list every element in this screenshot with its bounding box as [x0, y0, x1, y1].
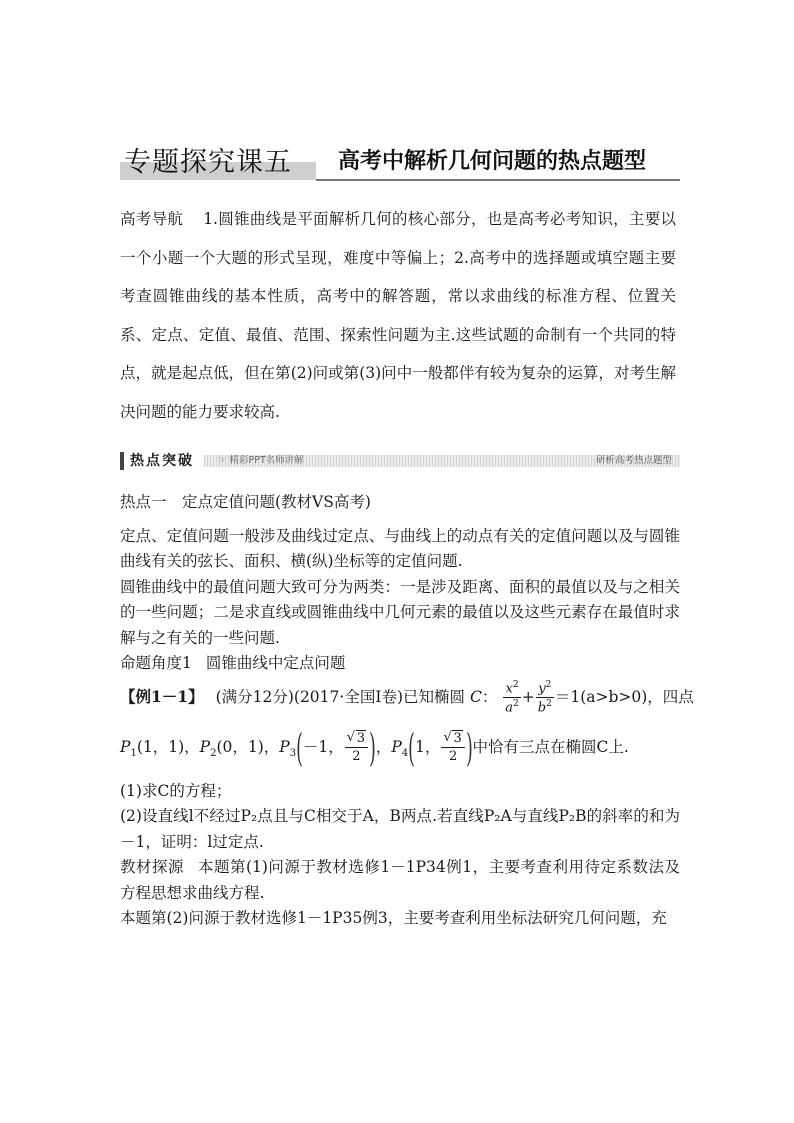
title-underline — [316, 179, 680, 181]
intro-paragraph — [120, 200, 676, 431]
question-2: (2)设直线l不经过P₂点且与C相交于A，B两点.若直线P₂A与直线P₂B的斜率的和为－1，证明：l过定点. — [120, 807, 680, 851]
hotspot-paragraph-2: 圆锥曲线中的最值问题大致可分为两类：一是涉及距离、面积的最值以及与之相关的一些问题；二是求直线或圆锥曲线中几何元素的最值以及这些元素存在最值时求解与之有关的一些问题. — [120, 577, 680, 647]
banner-ppt-note: ☞ 精彩PPT名师讲解 — [218, 455, 304, 466]
angle-title: 圆锥曲线中定点问题 — [205, 654, 346, 672]
fraction-sqrt3-2-a: √ $\frac{3}{2}$ — [345, 732, 368, 763]
section-banner — [120, 452, 680, 470]
curve-colon: ： — [481, 687, 498, 706]
main-body — [120, 490, 694, 932]
textbook-text-1: 本题第(1)问源于教材选修1－1P34例1，主要考查利用待定系数法及方程思想求曲线方程. — [120, 858, 680, 902]
fraction-sqrt3-2-b: √ $\frac{3}{2}$ — [441, 732, 464, 763]
series-title: 专题探究课五 — [124, 147, 292, 178]
hotspot-title: 热点一 定点定值问题(教材VS高考) — [120, 493, 371, 511]
example-label: 【例1－1】 — [120, 686, 204, 706]
intro-label: 高考导航 — [120, 210, 184, 228]
hotspot-paragraph-1: 定点、定值问题一般涉及曲线过定点、与曲线上的动点有关的定值问题以及与圆锥曲线有关的弦长、面积、横(纵)坐标等的定值问题. — [120, 526, 680, 570]
equation-rest: ＝1(a>b>0)，四点 — [554, 687, 694, 706]
angle-label: 命题角度1 — [120, 654, 192, 672]
curve-name: C — [469, 687, 482, 706]
example-statement: 【例1－1】 (满分12分)(2017·全国Ⅰ卷)已知椭圆 C： $\frac{x^2}{a^2}$ + $\frac{y^2}{b^2}$ ＝1(a>b>0)，四点 — [120, 679, 694, 716]
title-block — [120, 138, 680, 182]
topic-title: 高考中解析几何问题的热点题型 — [338, 148, 647, 174]
textbook-source-1 — [120, 855, 680, 906]
fraction-y2-b2: $\frac{y^2}{b^2}$ — [537, 679, 552, 716]
intro-text: 1.圆锥曲线是平面解析几何的核心部分，也是高考必考知识，主要以一个小题一个大题的形式呈现，难度中等偏上；2.高考中的选择题或填空题主要考查圆锥曲线的基本性质，高考中的解答题，常以求曲线的标准方程、位置关系、定点、定值、最值、范围、探索性问题为主.这些试题的命制有一个共同的特点，就是起点低，但在第(2)问或第(3)问中一般都伴有较为复杂的运算，对考生解决问题的能力要求较高. — [120, 210, 676, 421]
points-tail: 中恰有三点在椭圆C上. — [472, 737, 629, 756]
example-source: (满分12分)(2017·全国Ⅰ卷)已知椭圆 — [215, 687, 465, 706]
question-1: (1)求C的方程； — [120, 781, 232, 800]
proposition-angle — [120, 651, 680, 677]
textbook-source-2: 本题第(2)问源于教材选修1－1P35例3，主要考查利用坐标法研究几何问题，充 — [120, 909, 667, 927]
textbook-label: 教材探源 — [120, 858, 184, 876]
banner-subtitle: 研析高考热点题型 — [595, 455, 672, 466]
four-points: $P_1(1$，1)，$P_2(0$，1)，$P_3(-1$， √ $\frac{3}{2}$ )，$P_4(1$， √ $\frac{3}{2}$ )中恰有三点在椭圆C上. — [120, 721, 680, 773]
fraction-x2-a2: $\frac{x^2}{a^2}$ — [505, 679, 519, 716]
banner-title: 热点突破 — [120, 452, 200, 470]
